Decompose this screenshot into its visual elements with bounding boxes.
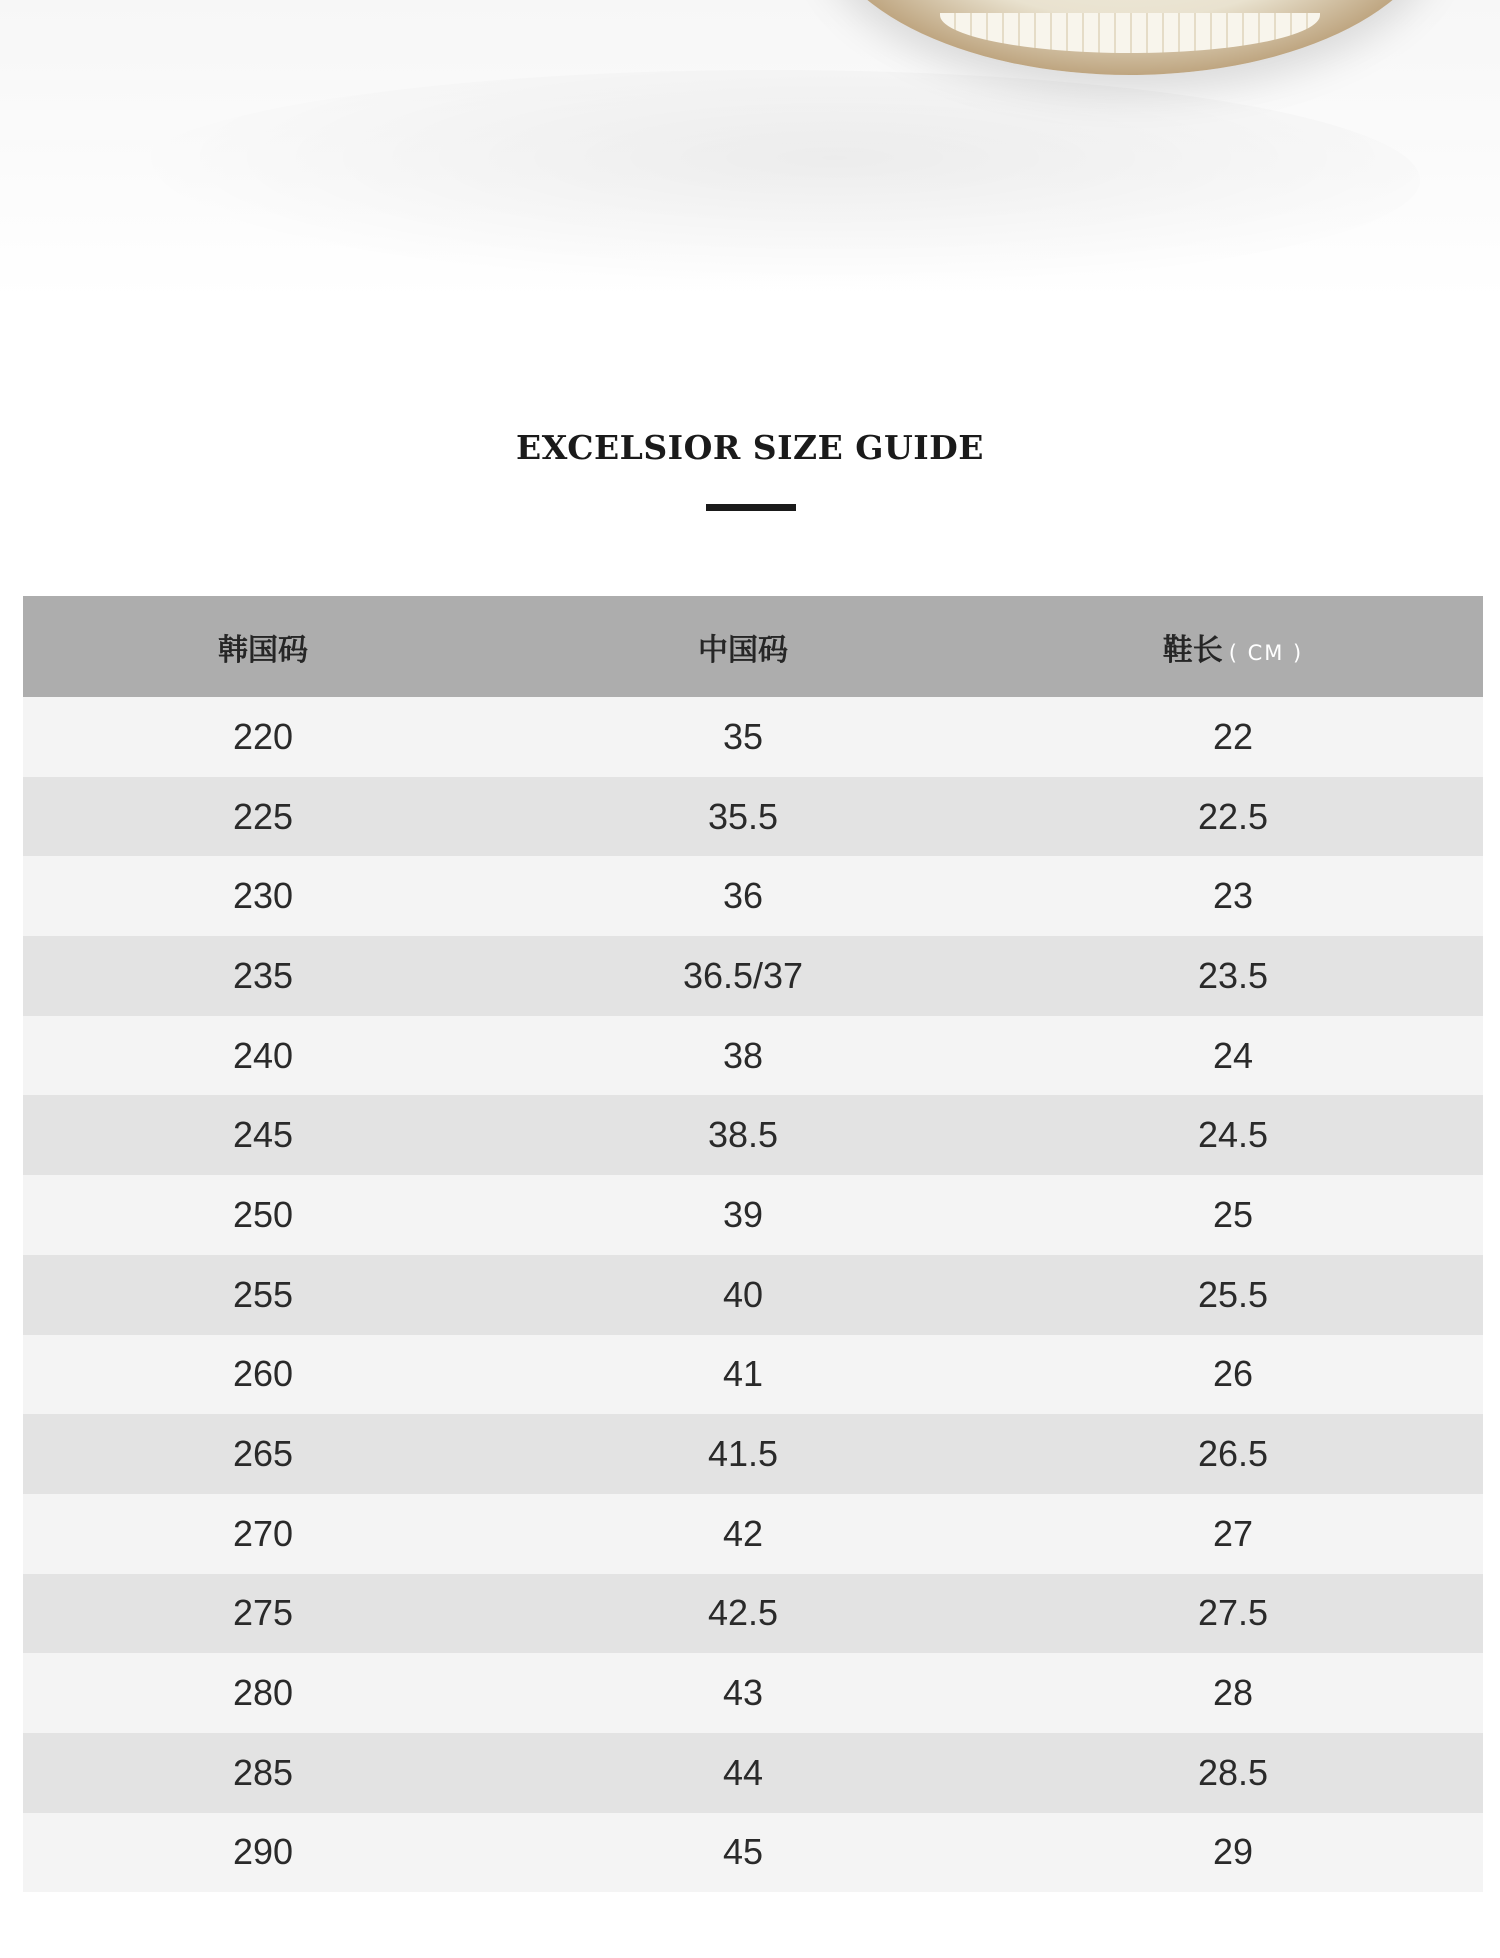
cell-korean-size: 250 [232, 1193, 294, 1235]
cell-korean-size: 230 [232, 875, 294, 917]
header-length-label: 鞋长 [1162, 632, 1223, 668]
table-row [23, 1494, 1483, 1574]
cell-chinese-size: 38.5 [707, 1114, 779, 1156]
cell-length: 28.5 [1197, 1751, 1269, 1793]
table-body [23, 697, 1483, 1892]
cell-length: 26.5 [1197, 1433, 1269, 1475]
cell-length: 24.5 [1197, 1114, 1269, 1156]
table-row [23, 777, 1483, 857]
cell-korean-size: 290 [232, 1831, 294, 1873]
cell-length: 27.5 [1197, 1592, 1269, 1634]
table-row [23, 1414, 1483, 1494]
cell-chinese-size: 45 [722, 1831, 764, 1873]
cell-length: 26 [1212, 1353, 1254, 1395]
table-row [23, 1574, 1483, 1654]
cell-length: 28 [1212, 1672, 1254, 1714]
cell-length: 22 [1212, 715, 1254, 757]
photo-shadow [120, 70, 1420, 290]
cell-length: 23.5 [1197, 954, 1269, 996]
cell-korean-size: 275 [232, 1592, 294, 1634]
cell-korean-size: 260 [232, 1353, 294, 1395]
table-row [23, 1813, 1483, 1893]
cell-korean-size: 245 [232, 1114, 294, 1156]
cell-korean-size: 220 [232, 715, 294, 757]
cell-chinese-size: 38 [722, 1034, 764, 1076]
header-korean-size: 韩国码 [218, 632, 308, 668]
cell-length: 29 [1212, 1831, 1254, 1873]
table-row [23, 1733, 1483, 1813]
table-row [23, 1255, 1483, 1335]
cell-korean-size: 270 [232, 1512, 294, 1554]
cell-korean-size: 255 [232, 1273, 294, 1315]
table-row [23, 1175, 1483, 1255]
header-chinese-size: 中国码 [698, 632, 788, 668]
cell-chinese-size: 35.5 [707, 795, 779, 837]
table-row [23, 856, 1483, 936]
cell-chinese-size: 41.5 [707, 1433, 779, 1475]
cell-chinese-size: 40 [722, 1273, 764, 1315]
product-photo [0, 0, 1500, 300]
table-row [23, 936, 1483, 1016]
cell-chinese-size: 36 [722, 875, 764, 917]
cell-chinese-size: 42 [722, 1512, 764, 1554]
cell-korean-size: 265 [232, 1433, 294, 1475]
cell-length: 24 [1212, 1034, 1254, 1076]
cell-chinese-size: 41 [722, 1353, 764, 1395]
cell-chinese-size: 43 [722, 1672, 764, 1714]
table-row [23, 1653, 1483, 1733]
cell-chinese-size: 44 [722, 1751, 764, 1793]
cell-korean-size: 285 [232, 1751, 294, 1793]
cell-length: 22.5 [1197, 795, 1269, 837]
cell-korean-size: 225 [232, 795, 294, 837]
cell-length: 23 [1212, 875, 1254, 917]
cell-length: 27 [1212, 1512, 1254, 1554]
header-length-unit: ( CM ) [1228, 640, 1304, 665]
table-row [23, 1095, 1483, 1175]
table-header-row [23, 596, 1483, 697]
cell-korean-size: 280 [232, 1672, 294, 1714]
cell-korean-size: 235 [232, 954, 294, 996]
page-title: EXCELSIOR SIZE GUIDE [516, 428, 984, 467]
table-row [23, 697, 1483, 777]
cell-korean-size: 240 [232, 1034, 294, 1076]
cell-length: 25 [1212, 1193, 1254, 1235]
cell-chinese-size: 42.5 [707, 1592, 779, 1634]
title-underline [706, 504, 796, 511]
cell-length: 25.5 [1197, 1273, 1269, 1315]
size-guide-table [23, 596, 1483, 1892]
cell-chinese-size: 39 [722, 1193, 764, 1235]
table-row [23, 1016, 1483, 1096]
shoe-sole-image [820, 0, 1440, 75]
table-row [23, 1335, 1483, 1415]
header-length [983, 596, 1483, 697]
cell-chinese-size: 36.5/37 [682, 954, 804, 996]
cell-chinese-size: 35 [722, 715, 764, 757]
